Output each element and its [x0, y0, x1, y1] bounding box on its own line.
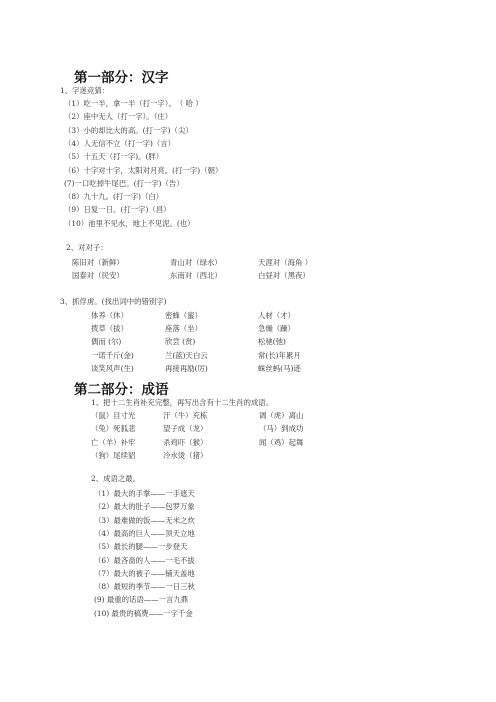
superlative-item: (9) 最重的话语——一言九鼎	[94, 595, 189, 605]
couplet-cell: 陈旧对（新鲜）	[72, 258, 124, 267]
couplet-cell: 国泰对（民安）	[72, 271, 124, 280]
superlative-item: (10) 最贵的稿费——一字千金	[94, 608, 193, 618]
typo-cell: 拨草（拔）	[91, 324, 128, 334]
typo-cell: 再接再励(厉)	[165, 363, 208, 373]
typo-cell: 欣尝 (赏)	[165, 337, 196, 347]
typo-cell: 人材（才）	[258, 311, 295, 320]
typo-cell: 密蜂（蜜）	[165, 311, 202, 320]
superlative-item: （6）最吝啬的人——一毛不拔	[94, 555, 195, 565]
riddle-heading: 1、字迷竞猜：	[60, 86, 110, 95]
couplet-cell: 天涯对（海角 ）	[258, 258, 313, 267]
typo-heading: 3、抓俘虏。(找出词中的错别字)	[60, 297, 167, 306]
couplet-cell: 东南对（西北）	[170, 271, 222, 280]
couplet-cell: 白昼对（黑夜）	[258, 271, 310, 280]
riddle-item: （5）十五天（打一字)。(胖）	[64, 152, 164, 162]
superlative-item: （2）最大的肚子——包罗万象	[94, 502, 195, 512]
superlative-item: （7）最大的被子——铺天盖地	[94, 568, 195, 578]
couplet-cell: 青山对（绿水）	[170, 258, 222, 267]
typo-cell: 偶而 (尔)	[91, 337, 122, 347]
riddle-item: （1）吃一半，拿一半（打一字）。 （ 哈 ）	[64, 99, 203, 108]
superlative-item: （1）最大的手掌——一手遮天	[94, 489, 195, 498]
zodiac-cell: （马）到成功	[259, 424, 304, 434]
riddle-item: （4）人无信不立（打一字)（言）	[64, 138, 176, 148]
part1-title: 第一部分：汉字	[74, 70, 169, 86]
zodiac-cell: （鼠）目寸光	[91, 411, 136, 420]
superlative-item: （8）最短的季节——一日三秋	[94, 582, 195, 592]
zodiac-cell: （狗）尾续貂	[91, 450, 136, 460]
zodiac-cell: 望子成（龙）	[163, 424, 208, 434]
riddle-item: （8）九十九。(打一字)（白）	[64, 192, 164, 202]
riddle-item: （2）座中无人（打一字）。（庄）	[64, 112, 173, 122]
superlative-item: （4）最高的巨人——顶天立地	[94, 528, 195, 538]
typo-cell: 谈笑风声(生)	[91, 363, 134, 373]
zodiac-cell: 汗（牛）充栋	[163, 411, 208, 420]
typo-cell: 座落（坐）	[165, 324, 202, 334]
typo-cell: 蛛丝蚂(马)迹	[258, 363, 301, 373]
zodiac-cell: （兔）死狐悲	[91, 424, 136, 434]
typo-cell: 体养（休）	[91, 311, 128, 320]
zodiac-cell: 调（虎）离山	[259, 411, 304, 420]
superlative-item: （5）最长的腿——一步登天	[94, 542, 188, 552]
part2-title: 第二部分：成语	[74, 382, 169, 398]
zodiac-heading: 1、把十二生肖补充完整，再写出含有十二生肖的成语。	[91, 398, 274, 407]
riddle-item: （6）十字对十字，太阳对月亮。(打一字)（朝）	[64, 165, 223, 175]
zodiac-cell: 闻（鸡）起舞	[259, 437, 304, 447]
superlative-item: （3）最难做的饭——无米之炊	[94, 515, 195, 525]
superlative-heading: 2、成语之最。	[91, 474, 141, 483]
riddle-item: (7)一口吃掉牛尾巴。(打一字)（告）	[64, 178, 184, 188]
typo-cell: 常(长)年累月	[258, 350, 301, 360]
zodiac-cell: 亡（羊）补牢	[91, 437, 136, 447]
typo-cell: 一诺千斤(金)	[91, 350, 134, 360]
zodiac-cell: 冷水烫（猪）	[163, 450, 208, 460]
riddle-item: （10）池里不见水，地上不见泥。(也）	[64, 218, 195, 228]
typo-cell: 松驰(弛)	[258, 337, 286, 347]
riddle-item: （9）日复一日。(打一字)（昌）	[64, 205, 171, 215]
zodiac-cell: 杀鸡吓（猴）	[163, 437, 208, 447]
typo-cell: 兰(蓝)天白云	[165, 350, 208, 360]
typo-cell: 急燥（躁）	[258, 324, 295, 334]
couplet-heading: 2、对对子：	[66, 243, 108, 252]
riddle-item: （3）小的却比大的高。(打一字)（尖）	[64, 125, 193, 135]
